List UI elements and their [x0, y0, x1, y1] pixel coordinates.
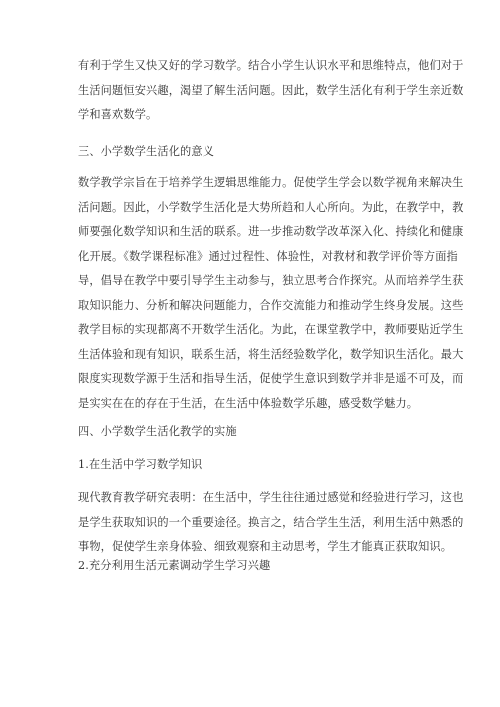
text-line: 生活体验和现有知识，联系生活，将生活经验数学化，数学知识生活化。最大 [78, 347, 464, 361]
section-heading-3: 三、小学数学生活化的意义 [78, 145, 215, 158]
paragraph-significance [78, 171, 464, 416]
subsection-heading-2: 2.充分利用生活元素调动学生学习兴趣 [78, 559, 271, 572]
subsection-heading-1: 1.在生活中学习数学知识 [78, 458, 203, 471]
text-line: 现代教育教学研究表明：在生活中，学生往往通过感觉和经验进行学习，这也 [78, 491, 464, 504]
text-line: 师要强化数学知识和生活的联系。进一步推动数学改革深入化、持续化和健康 [78, 225, 464, 238]
text-line: 是学生获取知识的一个重要途径。换言之，结合学生生活，利用生活中熟悉的 [78, 515, 464, 529]
text-line: 取知识能力、分析和解决问题能力，合作交流能力和推动学生终身发展。这些 [78, 298, 464, 312]
text-line: 是实实在在的存在于生活，在生活中体验数学乐趣，感受数学魅力。 [78, 396, 419, 410]
text-line: 导，倡导在教学中要引导学生主动参与，独立思考合作探究。从而培养学生获 [78, 274, 464, 287]
text-line: 限度实现数学源于生活和指导生活，促使学生意识到数学并非是遥不可及，而 [78, 372, 464, 385]
text-line: 数学教学宗旨在于培养学生逻辑思维能力。促使学生学会以数学视角来解决生 [78, 176, 464, 189]
text-line: 活问题。因此，小学数学生活化是大势所趋和人心所向。为此，在教学中，教 [78, 200, 464, 214]
text-line: 学和喜欢数学。 [78, 108, 158, 121]
text-line: 教学目标的实现都离不开数学生活化。为此，在课堂教学中，教师要贴近学生 [78, 323, 464, 336]
paragraph-implementation-1 [78, 486, 464, 560]
text-line: 化开展。《数学课程标准》通过过程性、体验性，对教材和教学评价等方面指 [78, 249, 458, 263]
text-line: 有利于学生又快又好的学习数学。结合小学生认识水平和思维特点，他们对于 [78, 59, 464, 72]
section-heading-4: 四、小学数学生活化教学的实施 [78, 425, 237, 438]
text-line: 事物，促使学生亲身体验、细致观察和主动思考，学生才能真正获取知识。 [78, 540, 453, 553]
paragraph-intro [78, 54, 464, 128]
text-line: 生活问题恒安兴趣，渴望了解生活问题。因此，数学生活化有利于学生亲近数 [78, 83, 464, 97]
